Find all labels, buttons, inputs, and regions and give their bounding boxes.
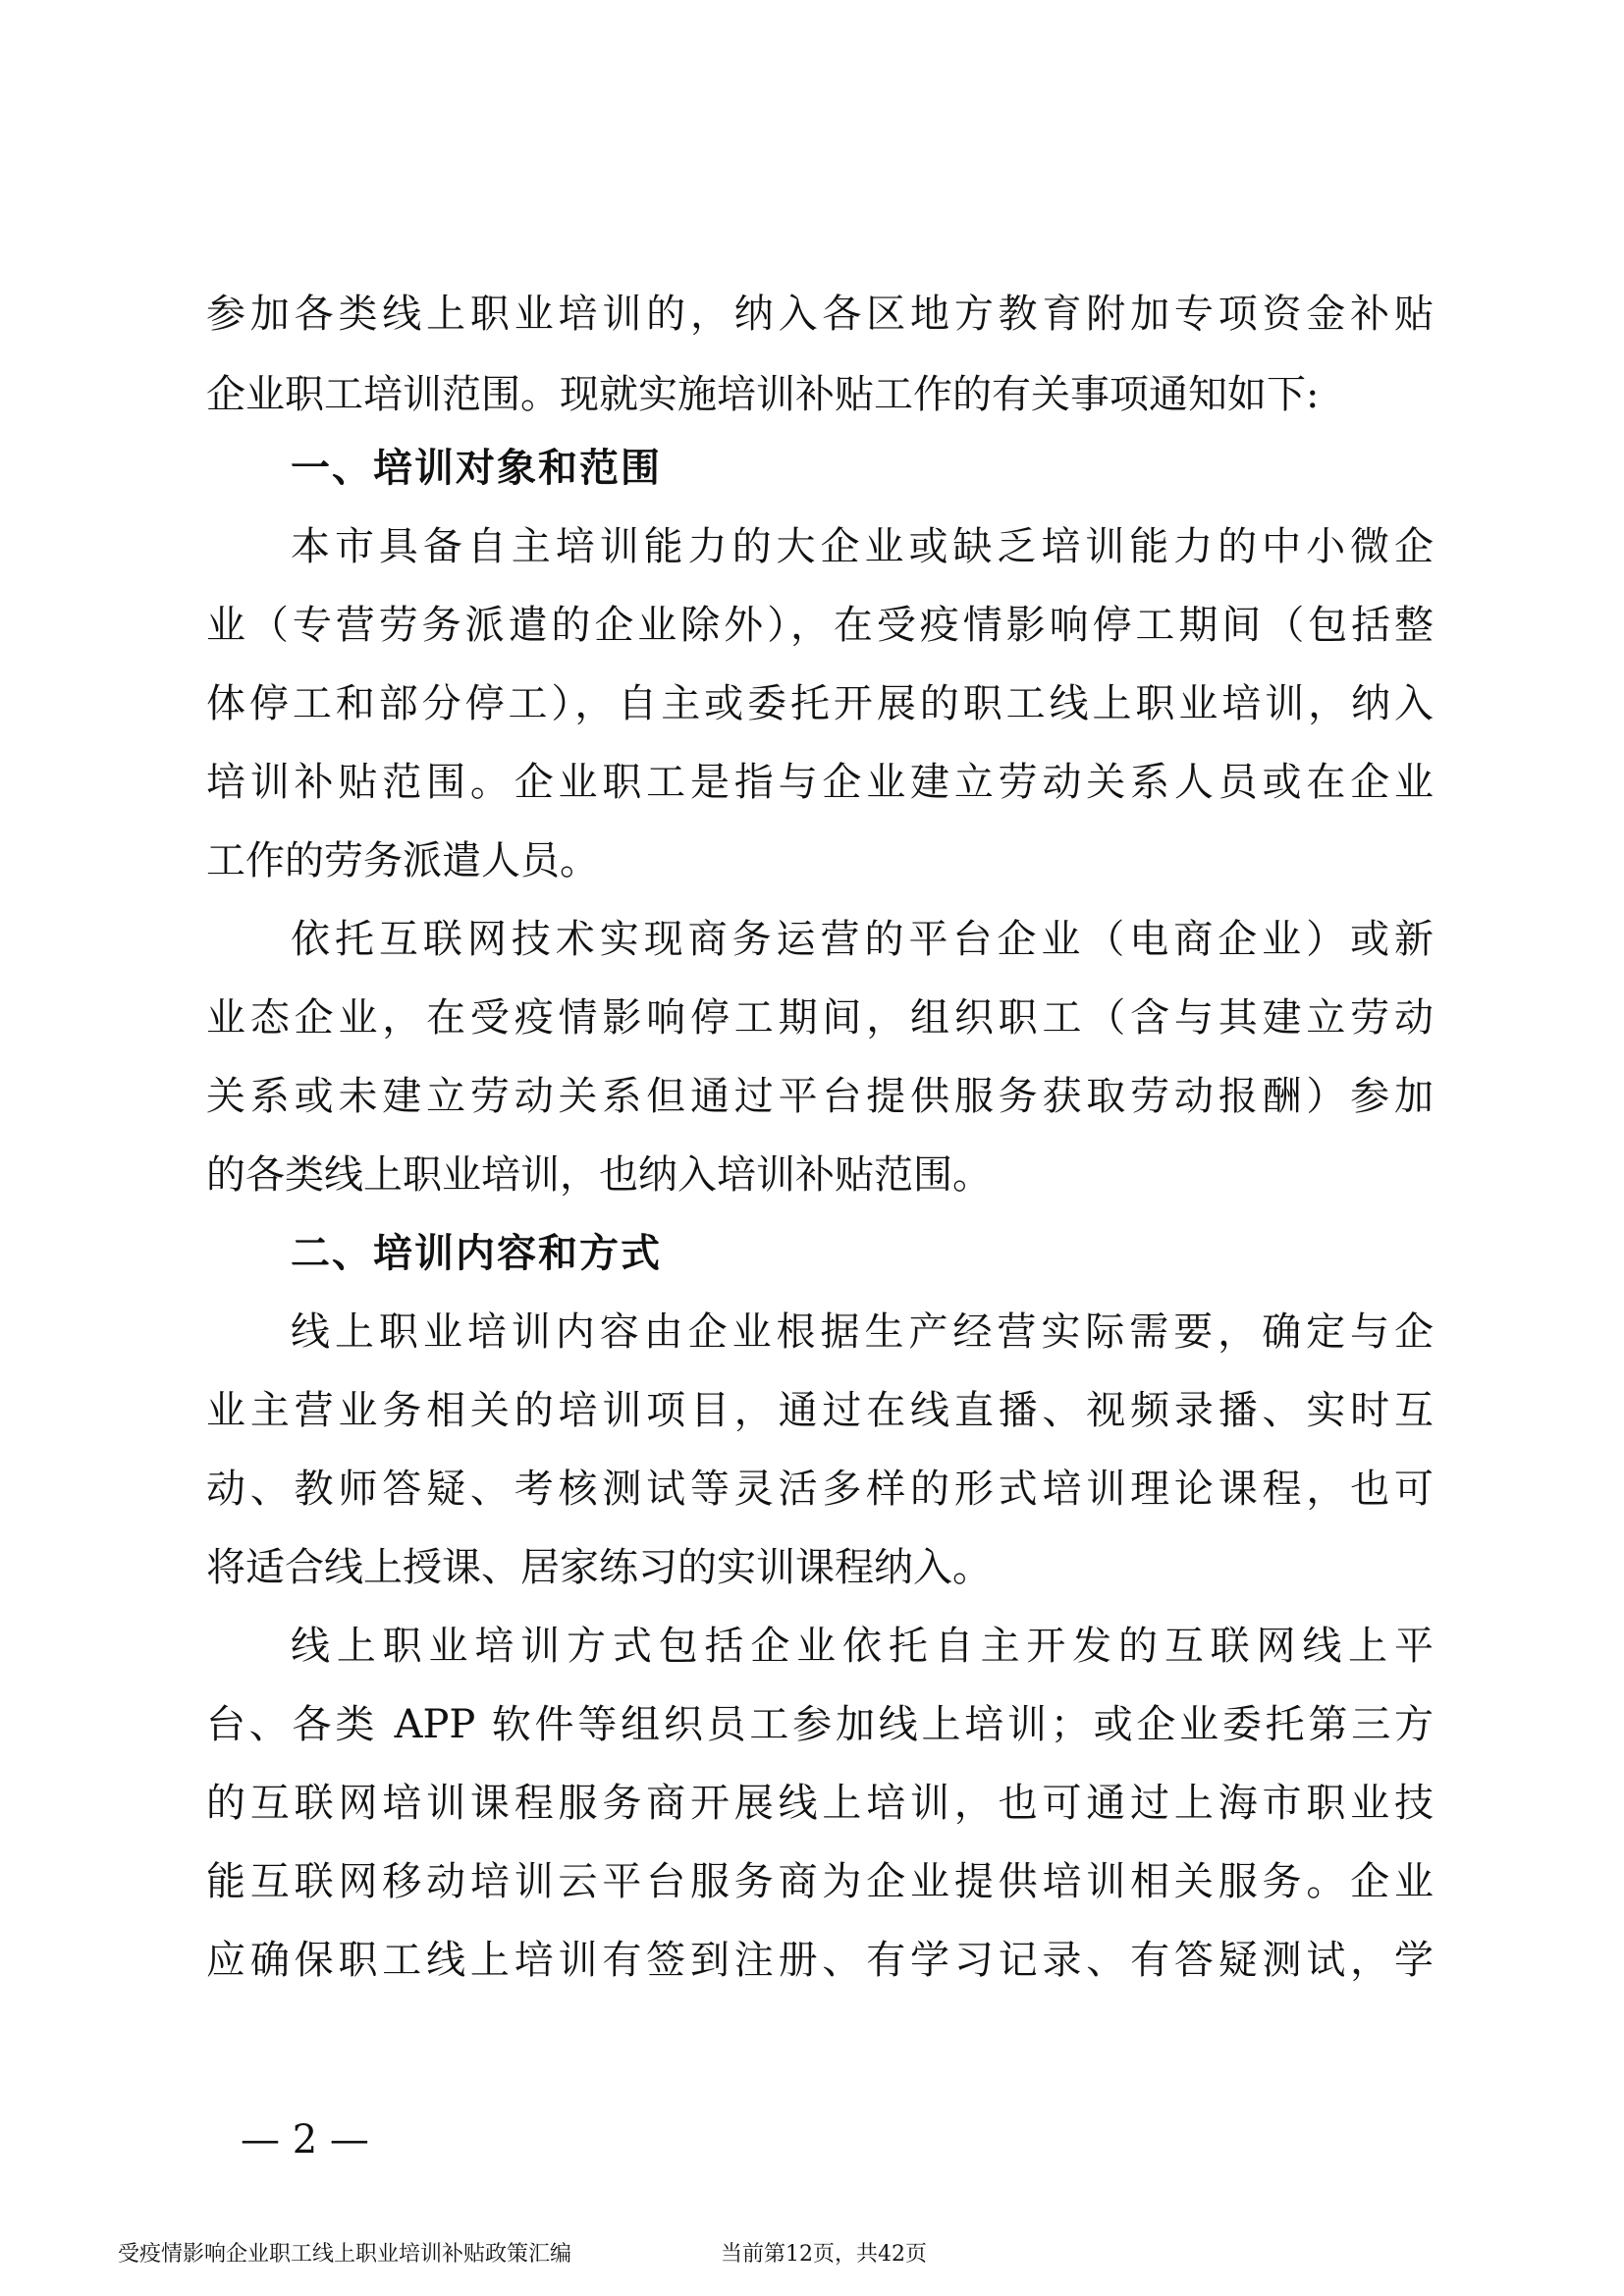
body-line: 企业职工培训范围。现就实施培训补贴工作的有关事项通知如下: — [206, 372, 1320, 417]
body-line: 关系或未建立劳动关系但通过平台提供服务获取劳动报酬）参加 — [206, 1074, 1434, 1119]
body-line: 应确保职工线上培训有签到注册、有学习记录、有答疑测试，学 — [206, 1938, 1434, 1983]
body-line: 动、教师答疑、考核测试等灵活多样的形式培训理论课程，也可 — [206, 1467, 1434, 1512]
body-line: 的各类线上职业培训，也纳入培训补贴范围。 — [206, 1152, 992, 1198]
body-line: 本市具备自主培训能力的大企业或缺乏培训能力的中小微企 — [291, 524, 1434, 569]
body-line: 台、各类 APP 软件等组织员工参加线上培训；或企业委托第三方 — [206, 1702, 1434, 1747]
body-line: 依托互联网技术实现商务运营的平台企业（电商企业）或新 — [291, 917, 1434, 962]
body-line: 培训补贴范围。企业职工是指与企业建立劳动关系人员或在企业 — [206, 760, 1434, 805]
body-line: 业态企业，在受疫情影响停工期间，组织职工（含与其建立劳动 — [206, 995, 1434, 1041]
page-number: — 2 — — [241, 2117, 369, 2163]
body-line: 的互联网培训课程服务商开展线上培训，也可通过上海市职业技 — [206, 1781, 1434, 1826]
body-line: 业（专营劳务派遣的企业除外），在受疫情影响停工期间（包括整 — [206, 603, 1434, 648]
body-line: 参加各类线上职业培训的，纳入各区地方教育附加专项资金补贴 — [206, 292, 1434, 337]
body-line: 业主营业务相关的培训项目，通过在线直播、视频录播、实时互 — [206, 1388, 1434, 1433]
body-line: 能互联网移动培训云平台服务商为企业提供培训相关服务。企业 — [206, 1859, 1434, 1904]
footer-title: 受疫情影响企业职工线上职业培训补贴政策汇编 — [118, 2242, 572, 2267]
body-line: 工作的劳务派遣人员。 — [206, 838, 599, 883]
section-heading-2: 二、培训内容和方式 — [291, 1231, 662, 1276]
section-heading-1: 一、培训对象和范围 — [291, 446, 662, 491]
body-line: 体停工和部分停工），自主或委托开展的职工线上职业培训，纳入 — [206, 681, 1434, 726]
body-line: 线上职业培训方式包括企业依托自主开发的互联网线上平 — [291, 1624, 1434, 1669]
body-line: 线上职业培训内容由企业根据生产经营实际需要，确定与企 — [291, 1309, 1434, 1355]
body-line: 将适合线上授课、居家练习的实训课程纳入。 — [206, 1545, 992, 1590]
footer-page-indicator: 当前第12页，共42页 — [721, 2242, 927, 2267]
